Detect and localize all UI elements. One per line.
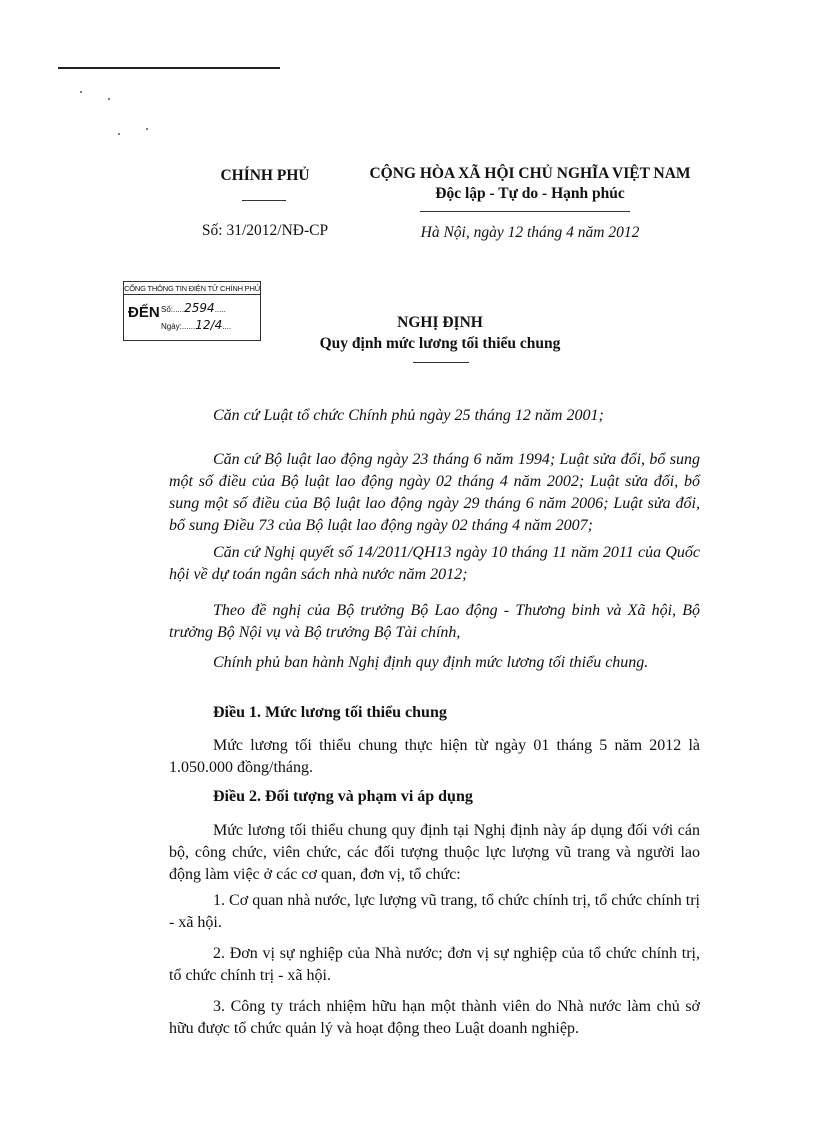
issuer: CHÍNH PHỦ	[220, 167, 310, 184]
stamp-number: Số:.....2594.....	[161, 301, 226, 315]
doc-type: NGHỊ ĐỊNH	[397, 314, 483, 331]
stamp-number-value: 2594	[184, 301, 215, 315]
preamble-3: Căn cứ Nghị quyết số 14/2011/QH13 ngày 10 tháng 11 năm 2011 của Quốc hội về dự toán ngân sách nhà nước năm 2012;	[169, 544, 700, 583]
stamp-date: Ngày:......12/4....	[161, 318, 232, 332]
preamble-2: Căn cứ Bộ luật lao động ngày 23 tháng 6 năm 1994; Luật sửa đổi, bổ sung một số điều của Bộ luật lao động ngày 02 tháng 4 năm 2002; Luật sửa đổi, bổ sung một số điều của Bộ luật lao động ngày 29 tháng 6 năm 2006; Luật sửa đổi, bổ sung Điều 73 của Bộ luật lao động ngày 02 tháng 4 năm 2007;	[169, 451, 700, 534]
doc-subject: Quy định mức lương tối thiểu chung	[319, 335, 561, 352]
preamble-5: Chính phủ ban hành Nghị định quy định mức lương tối thiểu chung.	[213, 654, 649, 671]
motto: Độc lập - Tự do - Hạnh phúc	[435, 185, 625, 202]
scan-speck	[108, 98, 110, 100]
stamp-org: CỔNG THÔNG TIN ĐIỆN TỬ CHÍNH PHỦ	[124, 284, 260, 293]
stamp-date-label: Ngày:	[161, 322, 182, 331]
top-rule	[58, 67, 280, 69]
place-date: Hà Nội, ngày 12 tháng 4 năm 2012	[420, 224, 640, 241]
scan-speck	[80, 91, 82, 93]
received-stamp	[123, 281, 261, 341]
article-1-para: Mức lương tối thiểu chung thực hiện từ ngày 01 tháng 5 năm 2012 là 1.050.000 đồng/tháng.	[169, 737, 700, 776]
article-2-item-2: 2. Đơn vị sự nghiệp của Nhà nước; đơn vị sự nghiệp của tổ chức chính trị, tổ chức chính trị - xã hội.	[169, 945, 700, 984]
stamp-label: ĐẾN	[128, 304, 160, 321]
article-2-item-3: 3. Công ty trách nhiệm hữu hạn một thành viên do Nhà nước làm chủ sở hữu được tổ chức quản lý và hoạt động theo Luật doanh nghiệp.	[169, 998, 700, 1037]
scan-speck	[118, 133, 120, 135]
preamble-4: Theo đề nghị của Bộ trưởng Bộ Lao động - Thương binh và Xã hội, Bộ trưởng Bộ Nội vụ và Bộ trưởng Bộ Tài chính,	[169, 602, 700, 641]
motto-underline	[420, 211, 630, 212]
issuer-underline	[242, 200, 286, 201]
article-2-para: Mức lương tối thiểu chung quy định tại Nghị định này áp dụng đối với cán bộ, công chức, viên chức, các đối tượng thuộc lực lượng vũ trang và người lao động làm việc ở các cơ quan, đơn vị, tổ chức:	[169, 822, 700, 883]
country-name: CỘNG HÒA XÃ HỘI CHỦ NGHĨA VIỆT NAM	[369, 165, 691, 182]
preamble-1: Căn cứ Luật tổ chức Chính phủ ngày 25 tháng 12 năm 2001;	[213, 407, 604, 424]
article-2-item-1: 1. Cơ quan nhà nước, lực lượng vũ trang, tổ chức chính trị, tổ chức chính trị - xã hội.	[169, 892, 700, 931]
scan-speck	[146, 128, 148, 130]
title-underline	[413, 362, 469, 363]
article-1-heading: Điều 1. Mức lương tối thiểu chung	[213, 704, 447, 721]
stamp-date-value: 12/4	[195, 318, 223, 332]
stamp-number-label: Số:	[161, 305, 174, 314]
doc-number: Số: 31/2012/NĐ-CP	[201, 222, 329, 239]
article-2-heading: Điều 2. Đối tượng và phạm vi áp dụng	[213, 788, 473, 805]
